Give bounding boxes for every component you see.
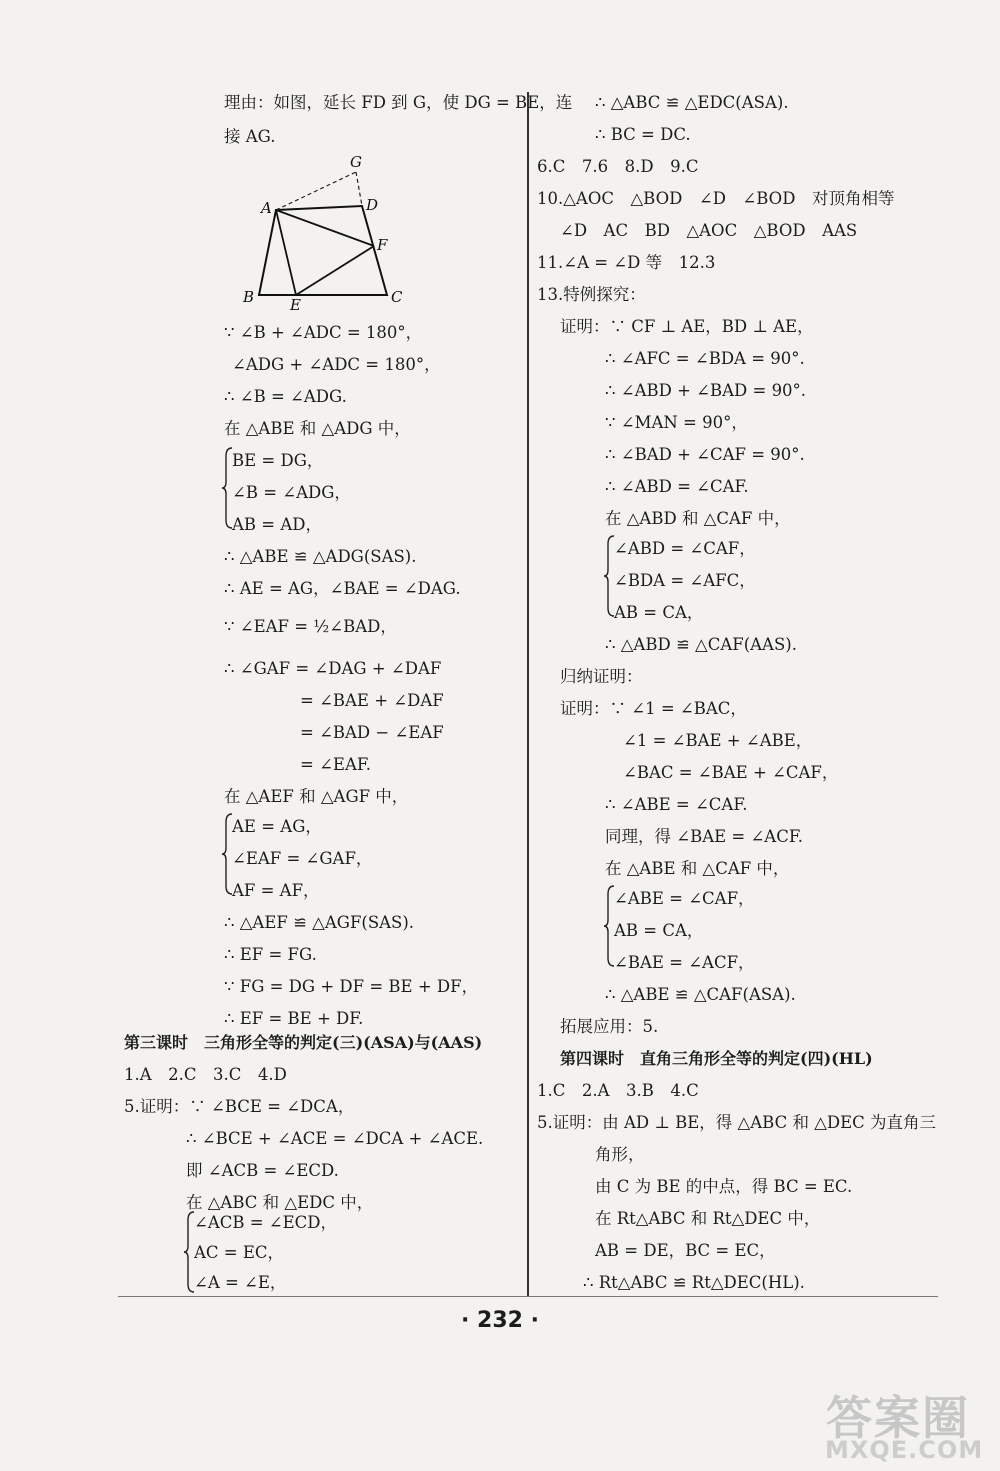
text-line: ∴ ∠BCE + ∠ACE = ∠DCA + ∠ACE.: [186, 1129, 484, 1148]
text-line: = ∠EAF.: [300, 755, 371, 774]
text-line: ∵ ∠B + ∠ADC = 180°，: [224, 323, 423, 342]
text-line: 证明：∵ ∠1 = ∠BAC，: [560, 699, 747, 718]
watermark-logo: 答案圈: [826, 1391, 970, 1445]
text-line: ∴ BC = DC.: [595, 125, 691, 144]
text-line: 11.∠A = ∠D 等 12.3: [537, 253, 716, 272]
text-line: 在 Rt△ABC 和 Rt△DEC 中，: [595, 1209, 821, 1228]
text-line: 5.证明：∵ ∠BCE = ∠DCA，: [124, 1097, 355, 1116]
text-line: ∴ ∠ABD = ∠CAF.: [605, 477, 749, 496]
text-line: 在 △AEF 和 △AGF 中，: [224, 787, 409, 806]
text-line: 证明：∵ CF ⊥ AE，BD ⊥ AE，: [560, 317, 814, 336]
text-line: ∠1 = ∠BAE + ∠ABE，: [623, 731, 813, 750]
text-line: ∠BAE = ∠ACF，: [614, 953, 755, 972]
text-line: ∴ △ABE ≌ △ADG(SAS).: [224, 547, 417, 566]
figure-label-e: E: [290, 296, 301, 310]
text-line: 由 C 为 BE 的中点，得 BC = EC.: [595, 1177, 853, 1196]
text-line: 在 △ABE 和 △ADG 中，: [224, 419, 411, 438]
text-line: 6.C 7.6 8.D 9.C: [537, 157, 699, 176]
text-line: ∴ ∠GAF = ∠DAG + ∠DAF: [224, 659, 442, 678]
text-line: ∴ △ABE ≌ △CAF(ASA).: [605, 985, 796, 1004]
text-line: ∠B = ∠ADG，: [232, 483, 351, 502]
text-line: ∴ ∠AFC = ∠BDA = 90°.: [605, 349, 805, 368]
text-line: AE = AG，: [232, 817, 322, 836]
text-line: ∴ AE = AG，∠BAE = ∠DAG.: [224, 579, 461, 598]
text-line: 10.△AOC △BOD ∠D ∠BOD 对顶角相等: [537, 189, 895, 208]
section-heading: 第三课时 三角形全等的判定(三)(ASA)与(AAS): [124, 1033, 483, 1052]
text-line: = ∠BAD − ∠EAF: [300, 723, 444, 742]
text-line: ∠ADG + ∠ADC = 180°，: [232, 355, 441, 374]
text-line: ∠A = ∠E，: [194, 1273, 287, 1292]
text-line: 在 △ABC 和 △EDC 中，: [186, 1193, 374, 1212]
text-line: ∠D AC BD △AOC △BOD AAS: [560, 221, 858, 240]
text-line: ∴ △ABC ≌ △EDC(ASA).: [595, 93, 789, 112]
text-line: 1.C 2.A 3.B 4.C: [537, 1081, 699, 1100]
text-line: ∠EAF = ∠GAF，: [232, 849, 373, 868]
text-line: 在 △ABE 和 △CAF 中，: [605, 859, 790, 878]
text-line: ∴ ∠B = ∠ADG.: [224, 387, 347, 406]
text-line: AB = CA，: [614, 603, 704, 622]
figure-label-b: B: [243, 288, 255, 306]
figure-label-c: C: [391, 288, 403, 306]
text-line: AB = DE，BC = EC，: [595, 1241, 776, 1260]
text-line: ∵ FG = DG + DF = BE + DF，: [224, 977, 479, 996]
text-line: = ∠BAE + ∠DAF: [300, 691, 444, 710]
text-line: 13.特例探究：: [537, 285, 646, 304]
text-line: ∴ ∠ABD + ∠BAD = 90°.: [605, 381, 807, 400]
text-line: AB = CA，: [614, 921, 704, 940]
figure-label-g: G: [350, 153, 362, 171]
text-line: 5.证明：由 AD ⊥ BE，得 △ABC 和 △DEC 为直角三: [537, 1113, 937, 1132]
text-line: AF = AF，: [232, 881, 320, 900]
text-line: ∴ ∠BAD + ∠CAF = 90°.: [605, 445, 805, 464]
watermark-url: MXQE.COM: [825, 1436, 984, 1464]
section-heading: 第四课时 直角三角形全等的判定(四)(HL): [560, 1049, 873, 1068]
text-line: ∵ ∠EAF = ½∠BAD，: [224, 617, 397, 636]
text-line: ∴ Rt△ABC ≌ Rt△DEC(HL).: [583, 1273, 805, 1292]
text-line: 归纳证明：: [560, 667, 643, 686]
text-line: ∴ ∠ABE = ∠CAF.: [605, 795, 748, 814]
figure-label-f: F: [377, 236, 388, 254]
text-line: ∴ △AEF ≌ △AGF(SAS).: [224, 913, 415, 932]
text-line: ∠BAC = ∠BAE + ∠CAF，: [623, 763, 839, 782]
text-line: ∵ ∠MAN = 90°，: [605, 413, 748, 432]
geometry-figure: [240, 150, 420, 310]
text-line: 1.A 2.C 3.C 4.D: [124, 1065, 287, 1084]
text-line: ∴ △ABD ≌ △CAF(AAS).: [605, 635, 797, 654]
text-line: 即 ∠ACB = ∠ECD.: [186, 1161, 339, 1180]
text-line: 理由：如图，延长 FD 到 G，使 DG = BE，连: [224, 93, 573, 112]
text-line: ∴ EF = FG.: [224, 945, 317, 964]
text-line: 角形，: [595, 1145, 645, 1164]
text-line: ∠ACB = ∠ECD，: [194, 1213, 338, 1232]
text-line: ∠ABE = ∠CAF，: [614, 889, 755, 908]
text-line: AC = EC，: [194, 1243, 285, 1262]
text-line: BE = DG，: [232, 451, 324, 470]
text-line: AB = AD，: [232, 515, 323, 534]
figure-label-d: D: [366, 196, 379, 214]
text-line: 拓展应用：5.: [560, 1017, 659, 1036]
figure-label-a: A: [261, 199, 272, 217]
page-number: · 232 ·: [461, 1308, 539, 1333]
text-line: 接 AG.: [224, 127, 276, 146]
text-line: 在 △ABD 和 △CAF 中，: [605, 509, 791, 528]
column-divider: [527, 92, 529, 1297]
text-line: ∠ABD = ∠CAF，: [614, 539, 756, 558]
text-line: 同理，得 ∠BAE = ∠ACF.: [605, 827, 803, 846]
text-line: ∠BDA = ∠AFC，: [614, 571, 756, 590]
footer-rule: [118, 1296, 938, 1297]
text-line: ∴ EF = BE + DF.: [224, 1009, 364, 1028]
